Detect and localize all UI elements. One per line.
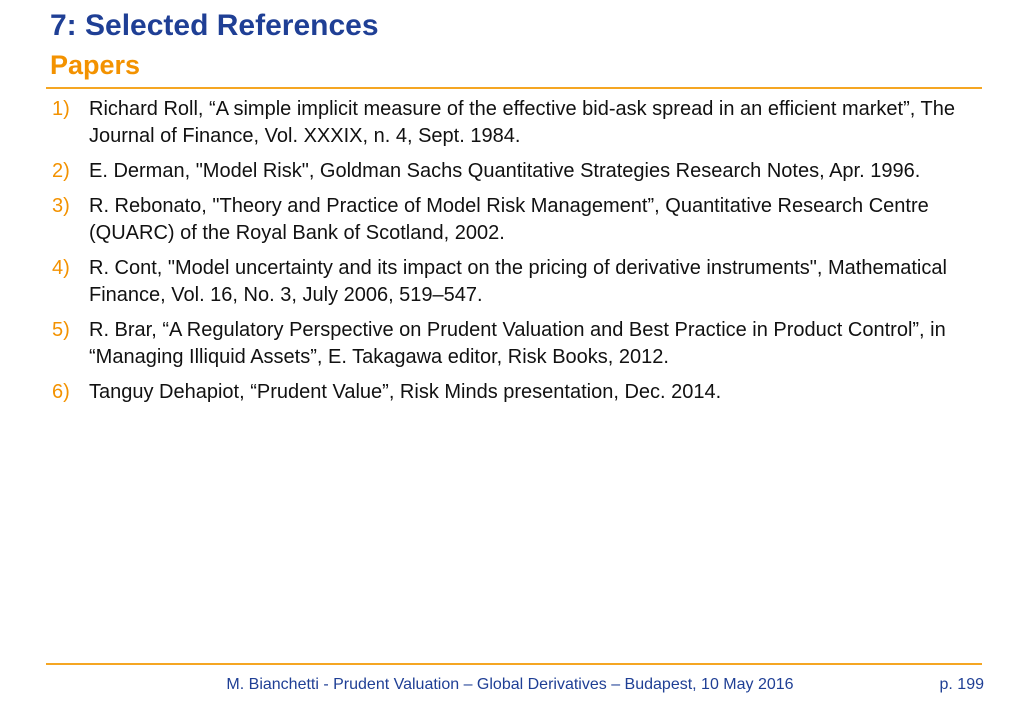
slide-title: 7: Selected References: [50, 9, 379, 42]
reference-list: [0, 96, 1024, 414]
page-number: p. 199: [939, 676, 984, 693]
reference-text: R. Cont, "Model uncertainty and its impact on the pricing of derivative instruments", Mathematical Finance, Vol. 16, No. 3, July 2006, 519–547.: [89, 257, 947, 306]
reference-number: 1): [52, 98, 70, 120]
reference-text: R. Brar, “A Regulatory Perspective on Prudent Valuation and Best Practice in Product Control”, in “Managing Illiquid Assets”, E. Takagawa editor, Risk Books, 2012.: [89, 319, 946, 368]
reference-text: Richard Roll, “A simple implicit measure of the effective bid-ask spread in an efficient market”, The Journal of Finance, Vol. XXXIX, n. 4, Sept. 1984.: [89, 98, 955, 147]
reference-item: [0, 193, 969, 247]
reference-item: [0, 158, 969, 185]
reference-item: [0, 96, 969, 150]
reference-item: [0, 317, 969, 371]
footer-divider: [46, 663, 982, 665]
reference-number: 4): [52, 257, 70, 279]
footer-text: M. Bianchetti - Prudent Valuation – Global Derivatives – Budapest, 10 May 2016: [226, 676, 794, 693]
reference-number: 6): [52, 381, 70, 403]
reference-text: E. Derman, "Model Risk", Goldman Sachs Quantitative Strategies Research Notes, Apr. 1996.: [89, 160, 921, 182]
slide-subtitle: Papers: [50, 50, 141, 80]
reference-text: Tanguy Dehapiot, “Prudent Value”, Risk Minds presentation, Dec. 2014.: [89, 381, 722, 403]
header-divider: [46, 87, 982, 89]
reference-number: 5): [52, 319, 70, 341]
reference-number: 2): [52, 160, 70, 182]
reference-item: [0, 379, 969, 406]
reference-number: 3): [52, 195, 70, 217]
reference-text: R. Rebonato, "Theory and Practice of Model Risk Management”, Quantitative Research Centre (QUARC) of the Royal Bank of Scotland, 2002.: [89, 195, 929, 244]
reference-item: [0, 255, 969, 309]
